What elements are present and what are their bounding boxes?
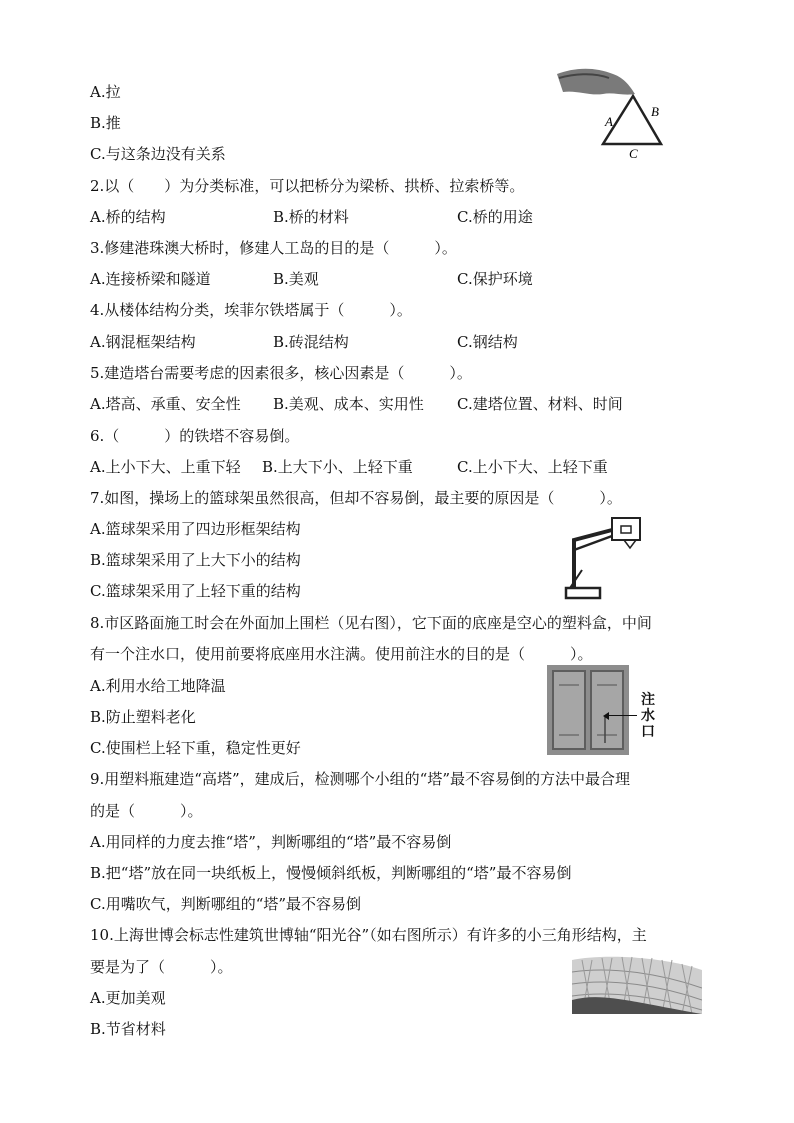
q9-stem-1: 9.用塑料瓶建造“高塔”，建成后，检测哪个小组的“塔”最不容易倒的方法中最合理: [90, 770, 630, 788]
q10-stem-2: 要是为了（ ）。: [90, 958, 233, 976]
q4-option-b: B.砖混结构: [273, 333, 349, 351]
q7-option-b: B.篮球架采用了上大下小的结构: [90, 551, 301, 569]
q7-option-c: C.篮球架采用了上轻下重的结构: [90, 582, 301, 600]
barrier-label-char: 注: [641, 692, 655, 708]
q10-option-a: A.更加美观: [90, 989, 166, 1007]
q5-stem: 5.建造塔台需要考虑的因素很多，核心因素是（ ）。: [90, 364, 472, 382]
barrier-label: [639, 692, 657, 740]
q6-option-b: B.上大下小、上轻下重: [262, 458, 413, 476]
q3-stem: 3.修建港珠澳大桥时，修建人工岛的目的是（ ）。: [90, 239, 457, 257]
q8-option-c: C.使围栏上轻下重，稳定性更好: [90, 739, 301, 757]
sun-valley-figure: [572, 944, 702, 1014]
q10-option-b: B.节省材料: [90, 1020, 166, 1038]
q4-stem: 4.从楼体结构分类，埃菲尔铁塔属于（ ）。: [90, 301, 412, 319]
q6-option-c: C.上小下大、上轻下重: [457, 458, 608, 476]
q5-option-b: B.美观、成本、实用性: [273, 395, 424, 413]
q5-option-a: A.塔高、承重、安全性: [90, 395, 241, 413]
q9-stem-2: 的是（ ）。: [90, 802, 203, 820]
q10-stem-1: 10.上海世博会标志性建筑世博轴“阳光谷”（如右图所示）有许多的小三角形结构，主: [90, 926, 647, 944]
q8-stem-2: 有一个注水口，使用前要将底座用水注满。使用前注水的目的是（ ）。: [90, 645, 593, 663]
q9-option-c: C.用嘴吹气，判断哪组的“塔”最不容易倒: [90, 895, 362, 913]
q1-option-b: B.推: [90, 114, 121, 132]
q8-stem-1: 8.市区路面施工时会在外面加上围栏（见右图），它下面的底座是空心的塑料盒，中间: [90, 614, 652, 632]
q6-stem: 6.（ ）的铁塔不容易倒。: [90, 427, 300, 445]
q4-option-a: A.钢混框架结构: [90, 333, 196, 351]
q6-option-a: A.上小下大、上重下轻: [90, 458, 241, 476]
q4-option-c: C.钢结构: [457, 333, 518, 351]
barrier-photo: [547, 665, 629, 755]
triangle-push-figure: [553, 64, 673, 160]
q1-option-a: A.拉: [90, 83, 121, 101]
q3-option-c: C.保护环境: [457, 270, 533, 288]
arrow-left-icon: [603, 712, 609, 720]
q2-option-b: B.桥的材料: [273, 208, 349, 226]
q3-option-b: B.美观: [273, 270, 319, 288]
q2-option-c: C.桥的用途: [457, 208, 533, 226]
basketball-hoop-figure: [560, 510, 644, 606]
barrier-arrow-line: [607, 715, 637, 716]
q1-option-c: C.与这条边没有关系: [90, 145, 226, 163]
q2-stem: 2.以（ ）为分类标准，可以把桥分为梁桥、拱桥、拉索桥等。: [90, 177, 525, 195]
q3-option-a: A.连接桥梁和隧道: [90, 270, 211, 288]
q9-option-a: A.用同样的力度去推“塔”，判断哪组的“塔”最不容易倒: [90, 833, 452, 851]
triangle-label-b: B: [651, 104, 659, 119]
barrier-label-char: 水: [641, 708, 655, 724]
q5-option-c: C.建塔位置、材料、时间: [457, 395, 623, 413]
q7-stem: 7.如图，操场上的篮球架虽然很高，但却不容易倒，最主要的原因是（ ）。: [90, 489, 622, 507]
q8-option-b: B.防止塑料老化: [90, 708, 196, 726]
q7-option-a: A.篮球架采用了四边形框架结构: [90, 520, 301, 538]
water-barrier-figure: [547, 665, 682, 755]
barrier-label-char: 口: [641, 724, 655, 740]
q9-option-b: B.把“塔”放在同一块纸板上，慢慢倾斜纸板，判断哪组的“塔”最不容易倒: [90, 864, 572, 882]
q8-option-a: A.利用水给工地降温: [90, 677, 226, 695]
q2-option-a: A.桥的结构: [90, 208, 166, 226]
triangle-label-a: A: [605, 114, 613, 129]
triangle-label-c: C: [629, 146, 638, 160]
